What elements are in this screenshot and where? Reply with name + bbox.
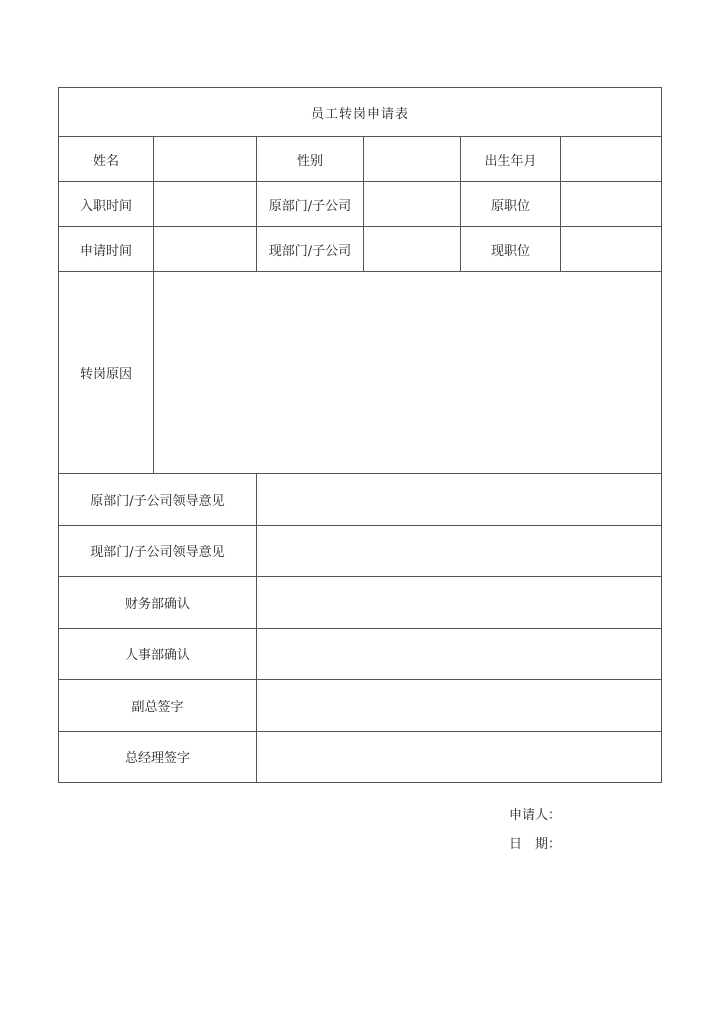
label-vp-signature: 副总签字 [59,680,257,732]
field-birth-month[interactable] [561,137,662,182]
label-new-position: 现职位 [461,227,561,272]
label-original-dept-opinion: 原部门/子公司领导意见 [59,474,257,526]
label-apply-date: 申请时间 [59,227,154,272]
label-gm-signature: 总经理签字 [59,731,257,783]
field-apply-date[interactable] [154,227,257,272]
label-reason: 转岗原因 [59,272,154,474]
field-gender[interactable] [364,137,461,182]
field-original-dept[interactable] [364,182,461,227]
field-finance-confirm[interactable] [257,577,662,629]
label-original-position: 原职位 [461,182,561,227]
field-hr-confirm[interactable] [257,628,662,680]
reason-row [59,272,662,474]
field-original-position[interactable] [561,182,662,227]
field-vp-signature[interactable] [257,680,662,732]
approval-row [59,577,662,629]
date-label: 日 期： [509,837,562,852]
info-row-apply [59,227,662,272]
transfer-application-form [58,87,662,783]
field-name[interactable] [154,137,257,182]
field-new-dept[interactable] [364,227,461,272]
approval-row [59,525,662,577]
label-gender: 性别 [257,137,364,182]
field-new-position[interactable] [561,227,662,272]
info-row-name [59,137,662,182]
approval-row [59,731,662,783]
label-hire-date: 入职时间 [59,182,154,227]
field-reason[interactable] [154,272,662,474]
applicant-label: 申请人： [509,808,562,823]
field-hire-date[interactable] [154,182,257,227]
field-new-dept-opinion[interactable] [257,525,662,577]
info-row-hire [59,182,662,227]
label-new-dept: 现部门/子公司 [257,227,364,272]
approval-row [59,680,662,732]
approval-row [59,628,662,680]
label-name: 姓名 [59,137,154,182]
label-original-dept: 原部门/子公司 [257,182,364,227]
field-gm-signature[interactable] [257,731,662,783]
label-birth-month: 出生年月 [461,137,561,182]
label-hr-confirm: 人事部确认 [59,628,257,680]
form-title: 员工转岗申请表 [59,88,662,137]
label-finance-confirm: 财务部确认 [59,577,257,629]
approval-row [59,474,662,526]
label-new-dept-opinion: 现部门/子公司领导意见 [59,525,257,577]
field-original-dept-opinion[interactable] [257,474,662,526]
